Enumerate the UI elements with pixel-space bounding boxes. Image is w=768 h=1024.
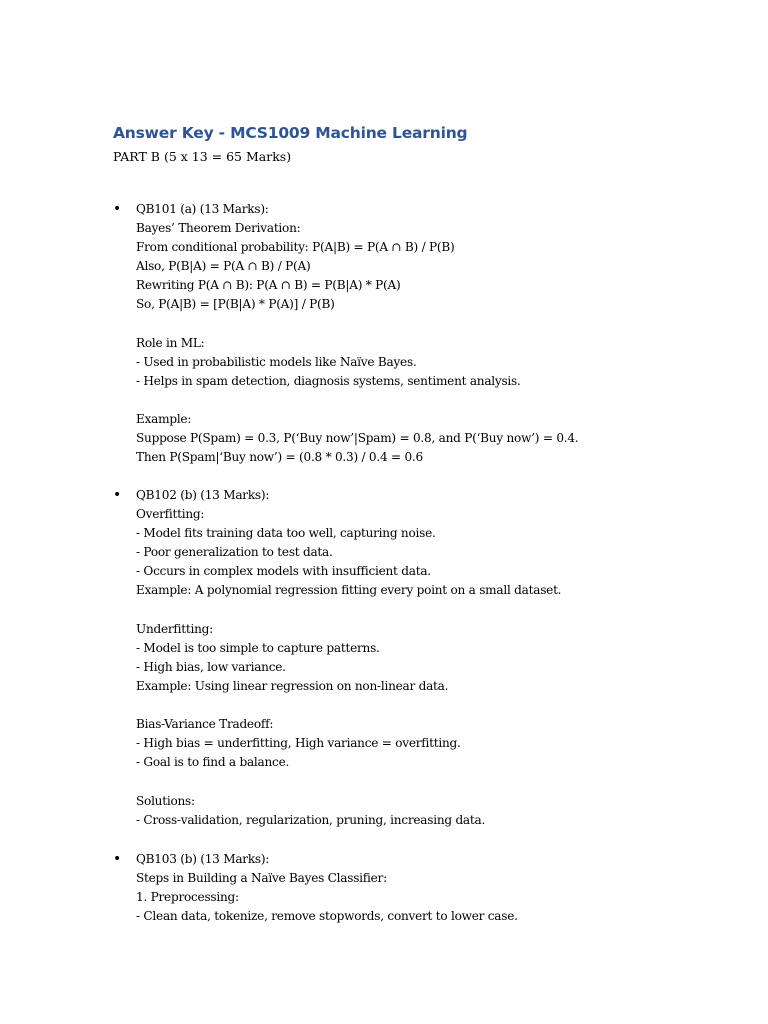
answer-line: Also, P(B|A) = P(A ∩ B) / P(A): [136, 259, 311, 274]
answer-line: Steps in Building a Naïve Bayes Classifier:: [136, 871, 387, 886]
answer-line: - Occurs in complex models with insufficient data.: [136, 564, 431, 579]
answer-line: From conditional probability: P(A|B) = P(A ∩ B) / P(B): [136, 240, 455, 255]
answer-line: Rewriting P(A ∩ B): P(A ∩ B) = P(B|A) * P(A): [136, 278, 401, 293]
question-heading: QB101 (a) (13 Marks):: [136, 202, 269, 216]
answer-line: - Clean data, tokenize, remove stopwords, convert to lower case.: [136, 909, 518, 924]
answer-line: [136, 601, 561, 620]
answer-line: - Poor generalization to test data.: [136, 545, 333, 560]
answer-line: Example:: [136, 412, 192, 427]
answer-line: So, P(A|B) = [P(B|A) * P(A)] / P(B): [136, 297, 335, 312]
answer-lines: [136, 850, 518, 926]
answer-line: Then P(Spam|‘Buy now’) = (0.8 * 0.3) / 0.4 = 0.6: [136, 450, 423, 465]
answer-line: - Used in probabilistic models like Naïve Bayes.: [136, 354, 417, 369]
answer-line: Solutions:: [136, 793, 195, 808]
answer-lines: [136, 200, 578, 467]
answer-line: [136, 696, 561, 715]
answer-line: - High bias = underfitting, High variance = overfitting.: [136, 736, 461, 751]
answer-line: - Model fits training data too well, capturing noise.: [136, 526, 436, 541]
bullet-icon: •: [113, 201, 122, 217]
answer-line: Example: A polynomial regression fitting every point on a small dataset.: [136, 583, 562, 598]
question-heading: QB103 (b) (13 Marks):: [136, 852, 270, 866]
answer-line: - Goal is to find a balance.: [136, 755, 290, 770]
bullet-icon: •: [113, 851, 122, 867]
answer-line: Underfitting:: [136, 621, 213, 636]
answer-line: Example: Using linear regression on non-linear data.: [136, 678, 449, 693]
answer-line: - Model is too simple to capture patterns.: [136, 640, 380, 655]
answer-line: Suppose P(Spam) = 0.3, P(‘Buy now’|Spam) = 0.8, and P(‘Buy now’) = 0.4.: [136, 431, 579, 446]
answer-line: Bayes’ Theorem Derivation:: [136, 221, 301, 236]
answer-line: [136, 391, 578, 410]
answer-line: [136, 772, 561, 791]
answer-lines: [136, 486, 561, 830]
question-heading: QB102 (b) (13 Marks):: [136, 488, 270, 502]
answer-line: [136, 315, 578, 334]
document-title: Answer Key - MCS1009 Machine Learning: [113, 124, 468, 142]
answer-line: 1. Preprocessing:: [136, 890, 239, 905]
answer-line: Bias-Variance Tradeoff:: [136, 717, 274, 732]
answer-line: Role in ML:: [136, 335, 205, 350]
bullet-icon: •: [113, 487, 122, 503]
document-subtitle: PART B (5 x 13 = 65 Marks): [113, 149, 292, 164]
answer-line: - Helps in spam detection, diagnosis systems, sentiment analysis.: [136, 373, 521, 388]
answer-line: - Cross-validation, regularization, pruning, increasing data.: [136, 812, 486, 827]
answer-line: Overfitting:: [136, 507, 205, 522]
answer-line: - High bias, low variance.: [136, 659, 286, 674]
